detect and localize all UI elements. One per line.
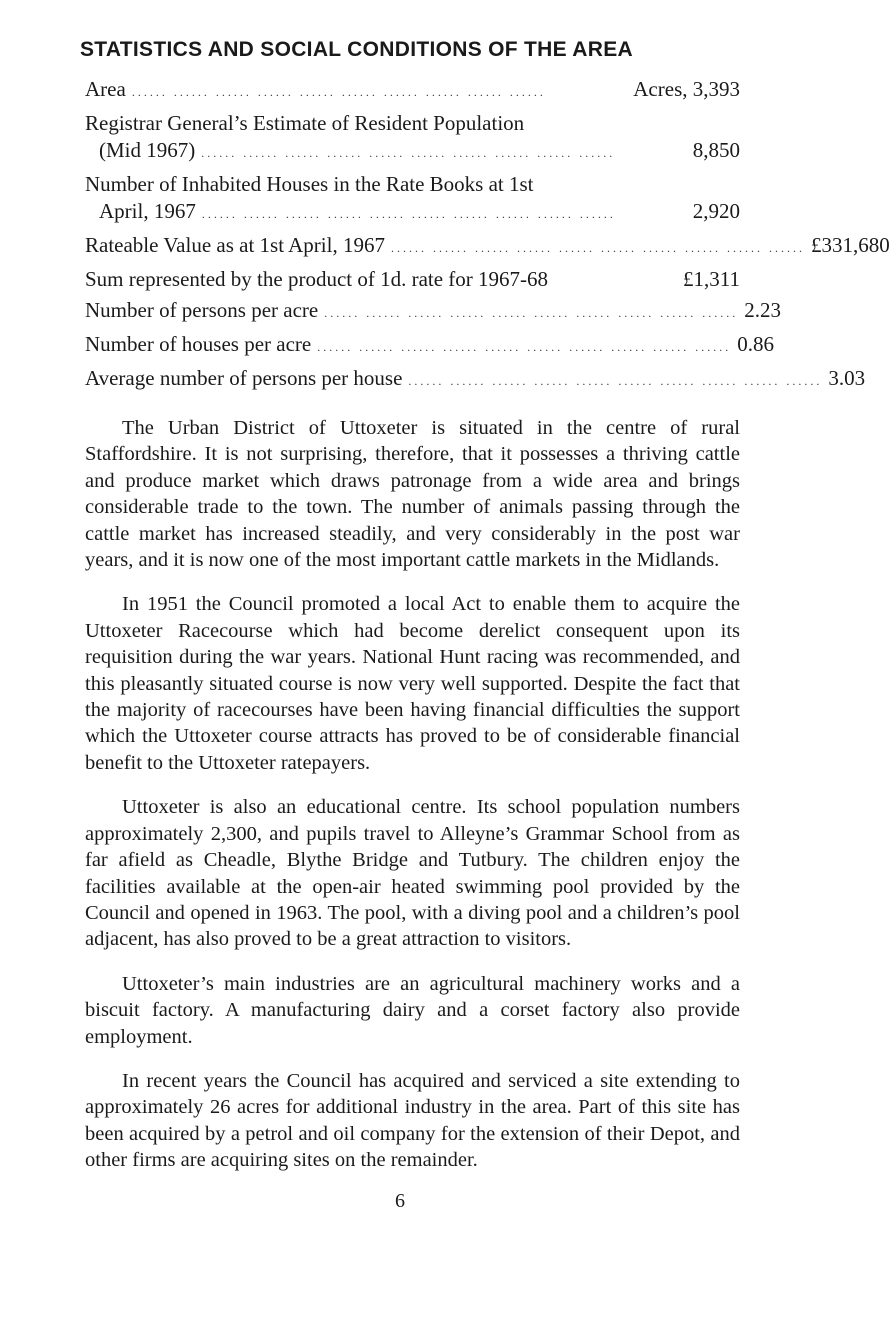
dot-leader: ...... ...... ...... ...... ...... ...... ...... ...... ...... ...... [201,146,616,160]
stat-label: Rateable Value as at 1st April, 1967 [85,233,385,257]
page-title: STATISTICS AND SOCIAL CONDITIONS OF THE AREA [80,38,633,61]
stat-row-rateable-value [85,232,890,262]
stat-row-persons-per-house [85,365,866,395]
dot-leader: ...... ...... ...... ...... ...... ...... ...... ...... ...... ...... [324,306,739,320]
page-number: 6 [395,1190,405,1212]
stat-value: £1,311 [683,267,740,291]
stat-label: Registrar General’s Estimate of Resident Population [85,111,525,135]
dot-leader: ...... ...... ...... ...... ...... ...... ...... ...... ...... ...... [201,207,616,221]
stat-label: Average number of persons per house [85,366,403,390]
stat-row-houses-per-acre [85,331,774,361]
stat-value: £331,680 [810,233,890,257]
stat-value: 3.03 [828,366,866,390]
paragraph-industrial-site: In recent years the Council has acquired and serviced a site extending to approximately 26 acres for additional industry in the area. Part of this site has been acquired by a petrol and oil company for the extension of their Depot, and other firms are acquiring sites on the remainder. [85,1069,740,1172]
stat-label: Sum represented by the product of 1d. rate for 1967-68 [85,267,549,291]
stat-value: 0.86 [737,332,774,356]
stat-label-continued: (Mid 1967) [99,138,196,162]
paragraph-racecourse: In 1951 the Council promoted a local Act to enable them to acquire the Uttoxeter Racecourse which had become derelict consequent upon its requisition during the war years. National Hunt racing was recommended, and this pleasantly situated course is now very well supported. Despite the fact that the majority of racecourses have been having financial difficulties the support which the Uttoxeter course attracts has proved to be of considerable financial benefit to the Uttoxeter ratepayers. [85,593,740,774]
stat-row-persons-per-acre [85,297,781,327]
statistics-table [85,76,890,395]
stat-value: Acres, 3,393 [633,77,740,101]
stat-label: Number of Inhabited Houses in the Rate Books at 1st [85,172,534,196]
stat-label-continued: April, 1967 [99,199,196,223]
stat-row-area [85,76,740,106]
stat-row-inhabited-houses [85,171,740,228]
stat-label: Number of persons per acre [85,298,319,322]
dot-leader: ...... ...... ...... ...... ...... ...... ...... ...... ...... ...... [317,340,732,354]
document-page [80,38,890,1192]
dot-leader: ...... ...... ...... ...... ...... ...... ...... ...... ...... ...... [390,241,805,255]
dot-leader: ...... ...... ...... ...... ...... ...... ...... ...... ...... ...... [131,85,546,99]
stat-value: 2.23 [744,298,781,322]
paragraph-education: Uttoxeter is also an educational centre. Its school population numbers approximately 2,300, and pupils travel to Alleyne’s Grammar School from as far afield as Cheadle, Blythe Bridge and Tutbury. The children enjoy the facilities available at the open-air heated swimming pool provided by the Council and opened in 1963. The pool, with a diving pool and a children’s pool adjacent, has also proved to be a great attraction to visitors. [85,796,740,951]
stat-value: 8,850 [692,138,740,162]
body-text [85,415,740,1174]
stat-label: Area [85,77,126,101]
dot-leader: ...... ...... ...... ...... ...... ...... ...... ...... ...... ...... [408,374,823,388]
paragraph-market: The Urban District of Uttoxeter is situated in the centre of rural Staffordshire. It is not surprising, therefore, that it possesses a thriving cattle and produce market which draws patronage from a wide area and brings considerable trade to the town. The number of animals passing through the cattle market has increased steadily, and very considerably in the post war years, and it is now one of the most important cattle markets in the Midlands. [85,417,740,572]
stat-row-penny-rate [85,266,740,293]
paragraph-industries: Uttoxeter’s main industries are an agricultural machinery works and a biscuit factory. A manufacturing dairy and a corset factory also provide employment. [85,972,740,1048]
stat-label: Number of houses per acre [85,332,312,356]
stat-value: 2,920 [692,199,740,223]
stat-row-population [85,110,740,167]
